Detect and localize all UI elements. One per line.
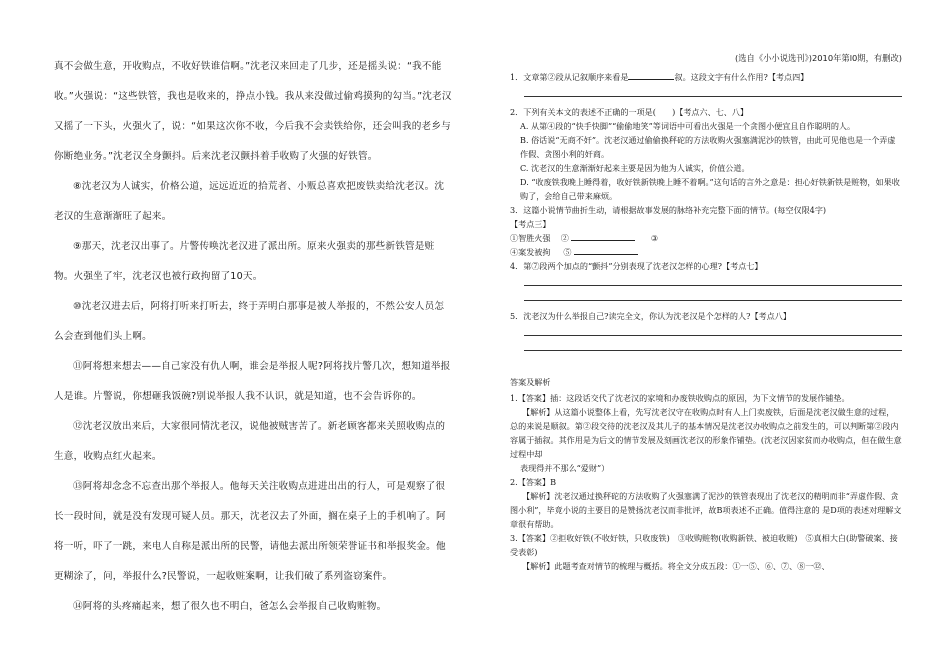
answer-line[interactable] (524, 288, 902, 301)
plot-step-2-label: ② (560, 233, 569, 243)
plot-step-5-label: ⑤ (563, 247, 572, 257)
story-paragraph-12: ⑫沈老汉放出来后，大家很同情沈老汉，说他被贼害苦了。新老顾客都来关照收购点的生意，收购点红火起来。 (54, 421, 446, 462)
question-1-blank[interactable] (628, 70, 674, 80)
story-paragraph-14: ⑭阿将的头疼痛起来，想了很久也不明白，爸怎么会举报自己收购赃物。 (73, 601, 387, 612)
answers-heading: 答案及解析 (510, 377, 551, 387)
question-1-suffix: 叙。这段文字有什么作用?【考点四】 (674, 72, 809, 82)
answer-1-explanation: 【解析】从这篇小说整体上看，先写沈老汉守在收购点时有人上门卖废铁，后面是沈老汉做生意的过程，总的来说是顺叙。第②段交待的沈老汉及其儿子的基本情况是沈老汉办收购点之前发生的，可以判断第②段内容属于插叙。其作用是为后文的情节发展及刻画沈老汉的形象作铺垫。(沈老汉因家贫而办收购点，但在做生意过程中却 (510, 407, 902, 459)
plot-step-4: ④案发被拘 (510, 247, 551, 257)
plot-step-3-label: ③ (650, 233, 659, 243)
answer-2: 2.【答案】B (510, 477, 557, 487)
question-3-row-1 (510, 231, 902, 245)
question-3-stem: 3．这篇小说情节曲折生动，请根据故事发展的脉络补充完整下面的情节。(每空仅限4字) (510, 205, 827, 215)
story-paragraph-11: ⑪阿将想来想去——自己家没有仇人啊，谁会是举报人呢?阿将找片警几次，想知道举报人是谁。片警说，你想砸我饭碗?别说举报人我不认识，就是知道，也不会告诉你的。 (54, 361, 451, 402)
answer-line[interactable] (524, 323, 902, 336)
story-paragraph-13: ⑬阿将却念念不忘查出那个举报人。他每天关注收购点进进出出的行人，可是观察了很长一段时间，就是没有发现可疑人员。那天，沈老汉去了外面，搁在桌子上的手机响了。阿将一听，吓了一跳，来电人自称是派出所的民警，请他去派出所领荣誉证书和举报奖金。他更糊涂了，问，举报什么?民警说，一起收赃案啊，让我们破了系列盗窃案件。 (54, 481, 446, 582)
question-3-tag: 【考点三】 (510, 219, 551, 229)
plot-step-1: ①智胜火强 (510, 233, 551, 243)
answer-1: 1.【答案】插：这段话交代了沈老汉的家境和办废铁收购点的原因，为下文情节的发展作铺垫。 (510, 393, 850, 403)
story-paragraph-8: ⑧沈老汉为人诚实，价格公道，远远近近的拾荒者、小贩总喜欢把废铁卖给沈老汉。沈老汉的生意渐渐旺了起来。 (54, 181, 445, 222)
story-paragraph-9: ⑨那天，沈老汉出事了。片警传唤沈老汉进了派出所。原来火强卖的那些新铁管是赃物。火强坐了牢，沈老汉也被行政拘留了10天。 (54, 241, 435, 282)
question-2-option-a: A. 从第④段的“快手快脚”“偷偷地笑”等词语中可看出火强是一个贪图小便宜且自作聪明的人。 (520, 121, 856, 131)
answer-3: 3.【答案】②拒收好铁(不收好铁，只收废铁) ③收购赃物(收购新铁、被迫收赃) ⑤真相大白(助警破案、接受表彰) (510, 533, 898, 557)
plot-step-5-blank[interactable] (574, 245, 638, 255)
story-paragraph-10: ⑩沈老汉进去后，阿将打听来打听去，终于弄明白那事是被人举报的，不然公安人员怎么会查到他们头上啊。 (54, 301, 445, 342)
answer-line[interactable] (524, 338, 902, 351)
question-1 (510, 70, 902, 84)
questions-column (510, 52, 902, 573)
question-4: 4．第⑦段两个加点的“颤抖”分别表现了沈老汉怎样的心理?【考点七】 (510, 261, 763, 271)
question-5: 5．沈老汉为什么举报自己?读完全文，你认为沈老汉是个怎样的人?【考点八】 (510, 311, 791, 321)
question-2-option-c: C. 沈老汉的生意渐渐好起来主要是因为他为人诚实，价值公道。 (520, 163, 750, 173)
answer-line[interactable] (524, 84, 902, 97)
question-2-stem: 2．下列有关本文的表述不正确的一项是( )【考点六、七、八】 (510, 107, 749, 117)
story-paragraph-7-end: 真不会做生意，开收购点，不收好铁谁信啊。”沈老汉来回走了几步，还是摇头说：“我不能收。”火强说：“这些铁管，我也是收来的，挣点小钱。我从来没做过偷鸡摸狗的勾当。”沈老汉又摇了一下头，火强火了，说：“如果这次你不收，今后我不会卖铁给你，还会叫我的老乡与你断绝业务。”沈老汉全身颤抖。后来沈老汉颤抖着手收购了火强的好铁管。 (54, 61, 452, 162)
question-2-option-d: D. “收废铁我晚上睡得着，收好铁新铁晚上睡不着啊。”这句话的言外之意是：担心好铁新铁是赃物，如果收购了，会给自己带来麻烦。 (520, 177, 900, 201)
source-citation: (选自《小小说选刊》)2010年第l0期，有删改) (734, 53, 902, 63)
question-1-prefix: 1．文章第②段从记叙顺序来看是 (510, 72, 629, 82)
question-2-option-b: B. 俗话说“无商不奸”。沈老汉通过偷偷换秤砣的方法收购火强塞满泥沙的铁管，由此可见他也是一个弄虚作假、贪图小利的奸商。 (520, 135, 896, 159)
answer-3-explanation: 【解析】此题考查对情节的梳理与概括。将全文分成五段：①一⑤、⑥、⑦、⑧一⑫、 (522, 561, 830, 571)
question-3-row-2 (510, 245, 902, 259)
answer-2-explanation: 【解析】沈老汉通过换秤砣的方法收购了火强塞满了泥沙的铁管表现出了沈老汉的精明而非“弄虚作假、贪图小利”，毕竟小说的主要目的是赞扬沈老汉而非批评，故B项表述不正确。值得注意的 是D项的表述对理解文章很有帮助。 (510, 491, 902, 529)
story-column (54, 52, 452, 622)
answer-1-explanation-end: 表现得并不那么“爱财”） (520, 463, 610, 473)
spacer (510, 353, 902, 375)
answer-line[interactable] (524, 273, 902, 286)
plot-step-2-blank[interactable] (571, 231, 635, 241)
